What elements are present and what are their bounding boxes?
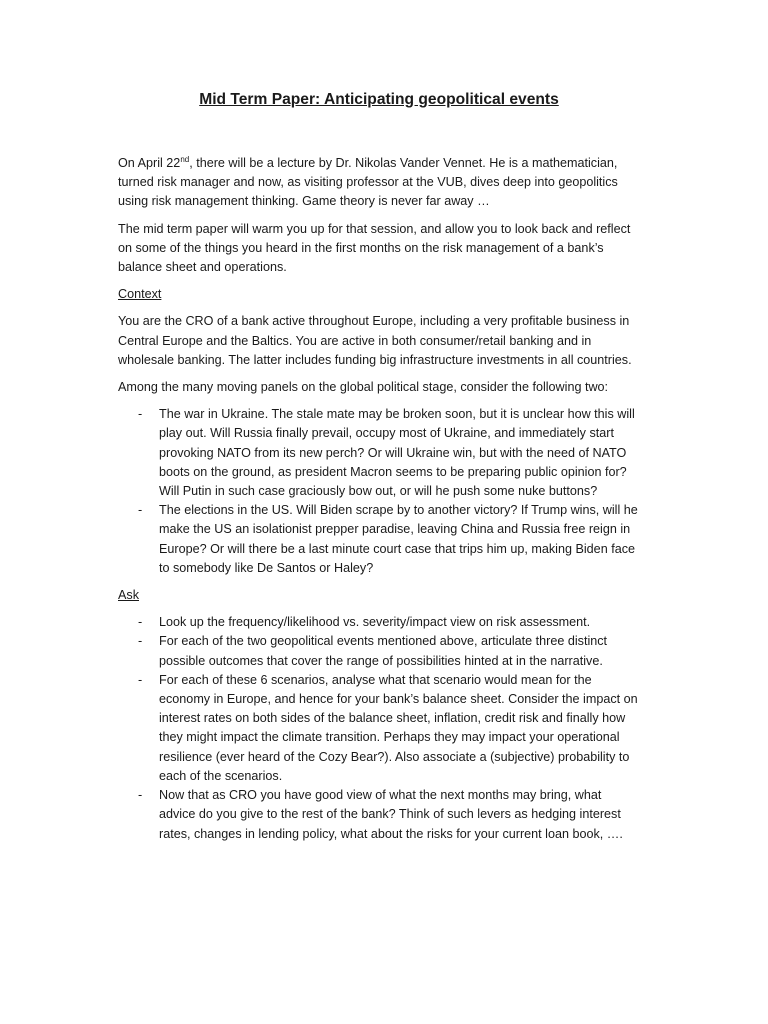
list-dash: -: [138, 788, 143, 803]
list-item: [118, 671, 640, 786]
list-item: [118, 613, 640, 632]
context-heading: Context: [118, 287, 162, 302]
document-title: Mid Term Paper: Anticipating geopolitical events: [199, 91, 559, 108]
list-dash: -: [138, 615, 143, 630]
ask-heading: Ask: [118, 588, 139, 603]
list-dash: -: [138, 407, 143, 422]
intro-text-rest: , there will be a lecture by Dr. Nikolas Vander Vennet. He is a mathematician, turned risk manager and now, as visiting professor at the VUB, dives deep into geopolitics using risk management thinking. Game theory is never far away …: [118, 156, 618, 209]
list-item: [118, 632, 640, 670]
list-dash: -: [138, 634, 143, 649]
context-paragraph-1: You are the CRO of a bank active throughout Europe, including a very profitable business in Central Europe and the Baltics. You are active in both consumer/retail banking and in wholesale banking. The latter includes funding big infrastructure investments in all countries.: [118, 314, 632, 367]
ask-list: [118, 613, 640, 843]
context-paragraph-2: Among the many moving panels on the global political stage, consider the following two:: [118, 380, 609, 395]
list-item: [118, 405, 640, 501]
intro-paragraph-2: The mid term paper will warm you up for that session, and allow you to look back and reflect on some of the things you heard in the first months on the risk management of a bank’s balance sheet and operations.: [118, 221, 631, 275]
ordinal-suffix: nd: [180, 154, 190, 164]
list-item: [118, 786, 640, 844]
intro-paragraph-1: [118, 154, 640, 212]
list-item-text: For each of these 6 scenarios, analyse what that scenario would mean for the economy in Europe, and hence for your bank’s balance sheet. Consider the impact on interest rates on both sides of the balance sheet, inflation, credit risk and finally how they might impact the climate transition. Perhaps they may impact your operational resilience (ever heard of the Cozy Bear?). Also associate a (subjective) probability to each of the scenarios.: [159, 672, 638, 783]
list-dash: -: [138, 672, 143, 687]
list-item-text: The elections in the US. Will Biden scrape by to another victory? If Trump wins, will he make the US an isolationist prepper paradise, leaving China and Russia free reign in Europe? Or will there be a last minute court case that trips him up, making Biden face to somebody like De Santos or Haley?: [159, 503, 638, 575]
list-item-text: For each of the two geopolitical events mentioned above, articulate three distinct possible outcomes that cover the range of possibilities hinted at in the narrative.: [159, 634, 608, 668]
list-item-text: Now that as CRO you have good view of what the next months may bring, what advice do you give to the rest of the bank? Think of such levers as hedging interest rates, changes in lending policy, what about the risks for your current loan book, ….: [159, 788, 623, 841]
list-item-text: The war in Ukraine. The stale mate may be broken soon, but it is unclear how this will play out. Will Russia finally prevail, occupy most of Ukraine, and immediately start provoking NATO from its new perch? Or will Ukraine win, but with the need of NATO boots on the ground, as president Macron seems to be preparing public opinion for? Will Putin in such case graciously bow out, or will he push some nuke buttons?: [159, 407, 635, 499]
context-list: [118, 405, 640, 578]
intro-text-start: On April 22: [118, 156, 181, 170]
list-item-text: Look up the frequency/likelihood vs. severity/impact view on risk assessment.: [159, 615, 591, 630]
list-item: [118, 501, 640, 578]
list-dash: -: [138, 503, 143, 518]
